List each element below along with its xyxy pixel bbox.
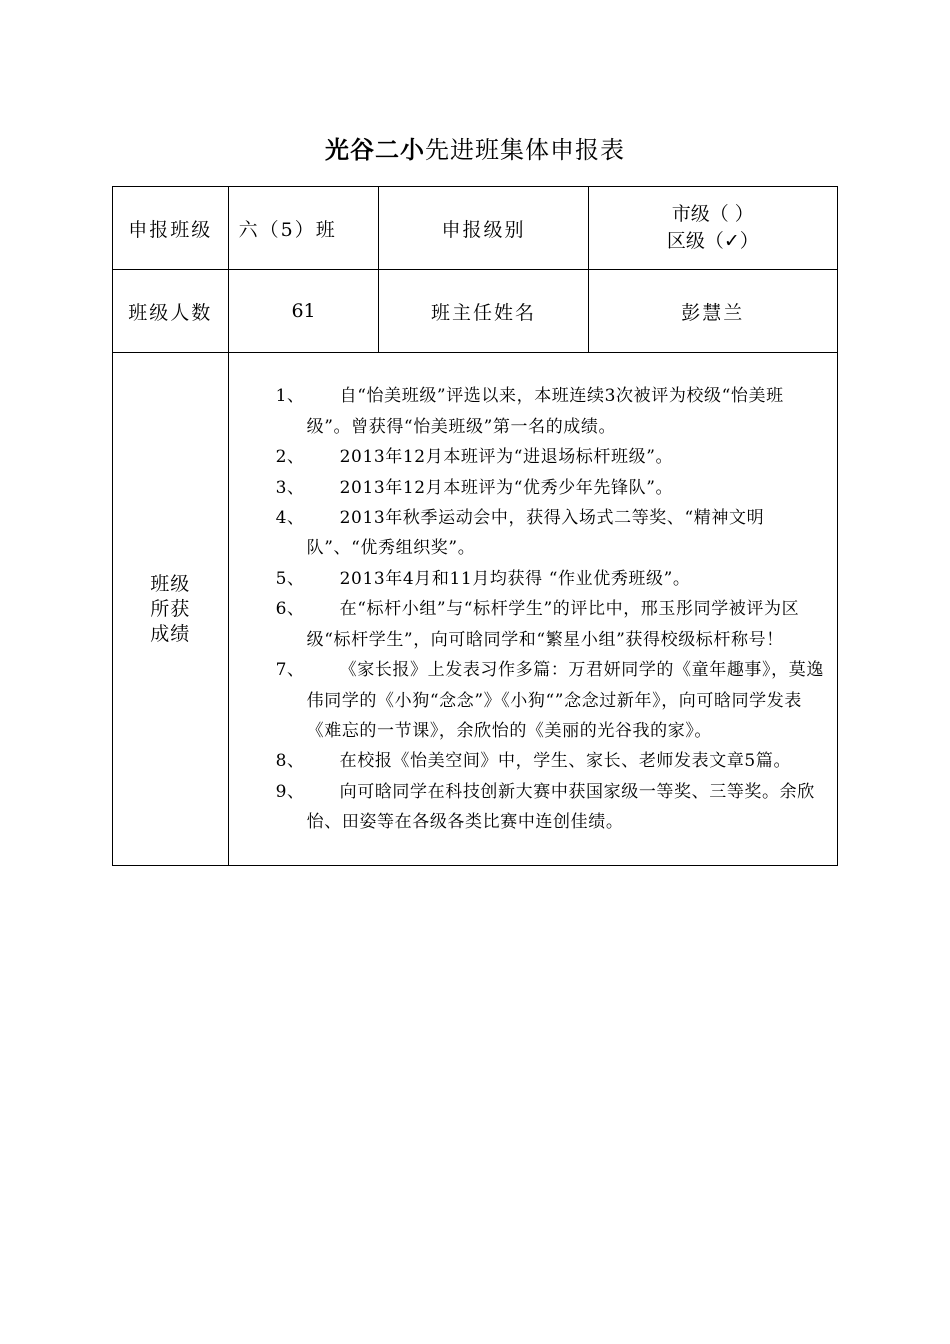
item-text: 在校报《怡美空间》中，学生、家长、老师发表文章5篇。 — [339, 751, 792, 772]
item-number: 6、 — [275, 599, 305, 620]
list-item — [230, 473, 828, 503]
level-district-option — [590, 228, 836, 255]
label-line: 所获 — [150, 597, 191, 620]
item-text: 2013年秋季运动会中，获得入场式二等奖、“精神文明队”、“优秀组织奖”。 — [306, 508, 765, 559]
table-row — [113, 353, 838, 866]
item-text: 2013年12月本班评为“优秀少年先锋队”。 — [339, 477, 674, 498]
table-row — [113, 187, 838, 270]
list-item — [230, 594, 828, 655]
list-item — [230, 777, 828, 838]
level-district-close: ） — [739, 230, 759, 252]
achievements-cell — [228, 353, 837, 866]
school-name: 光谷二小 — [325, 136, 425, 164]
table-row — [113, 270, 838, 353]
label-apply-level: 申报级别 — [379, 187, 588, 270]
value-apply-level — [588, 187, 837, 270]
list-item — [230, 746, 828, 776]
item-text: 自“怡美班级”评选以来，本班连续3次被评为校级“怡美班级”。曾获得“怡美班级”第一名的成绩。 — [306, 386, 784, 437]
label-line: 成绩 — [150, 622, 191, 645]
item-number: 8、 — [275, 751, 305, 772]
page-title — [0, 133, 950, 167]
item-number: 7、 — [275, 660, 305, 681]
list-item — [230, 381, 828, 442]
item-number: 2、 — [275, 447, 305, 468]
label-class-size: 班级人数 — [113, 270, 229, 353]
list-item — [230, 442, 828, 472]
label-head-teacher: 班主任姓名 — [379, 270, 588, 353]
list-item — [230, 655, 828, 746]
item-number: 9、 — [275, 781, 305, 802]
item-number: 5、 — [275, 568, 305, 589]
item-number: 4、 — [275, 508, 305, 529]
item-number: 1、 — [275, 386, 305, 407]
application-form-table — [112, 186, 838, 866]
label-apply-class: 申报班级 — [113, 187, 229, 270]
item-text: 在“标杆小组”与“标杆学生”的评比中，邢玉彤同学被评为区级“标杆学生”，向可晗同学和“繁星小组”获得校级标杆称号！ — [306, 599, 800, 650]
level-city-option: 市级（ ） — [671, 203, 754, 225]
form-name: 先进班集体申报表 — [425, 136, 625, 164]
value-apply-class: 六（5）班 — [228, 187, 379, 270]
item-text: 《家长报》上发表习作多篇：万君妍同学的《童年趣事》，莫逸伟同学的《小狗“念念”》《小狗“”念念过新年》，向可晗同学发表《难忘的一节课》，余欣怡的《美丽的光谷我的家》。 — [306, 660, 824, 741]
list-item — [230, 503, 828, 564]
value-class-size: 61 — [228, 270, 379, 353]
item-text: 向可晗同学在科技创新大赛中获国家级一等奖、三等奖。余欣怡、田姿等在各级各类比赛中连创佳绩。 — [306, 781, 815, 833]
level-district-label: 区级（ — [666, 230, 724, 252]
value-head-teacher: 彭慧兰 — [588, 270, 837, 353]
item-text: 2013年12月本班评为“进退场标杆班级”。 — [339, 447, 674, 468]
achievements-list — [230, 380, 836, 837]
list-item — [230, 564, 828, 594]
item-number: 3、 — [275, 477, 305, 498]
label-line: 班级 — [150, 572, 191, 595]
label-achievements — [113, 353, 229, 866]
check-icon: ✓ — [723, 230, 740, 252]
item-text: 2013年4月和11月均获得 “作业优秀班级”。 — [339, 568, 691, 589]
